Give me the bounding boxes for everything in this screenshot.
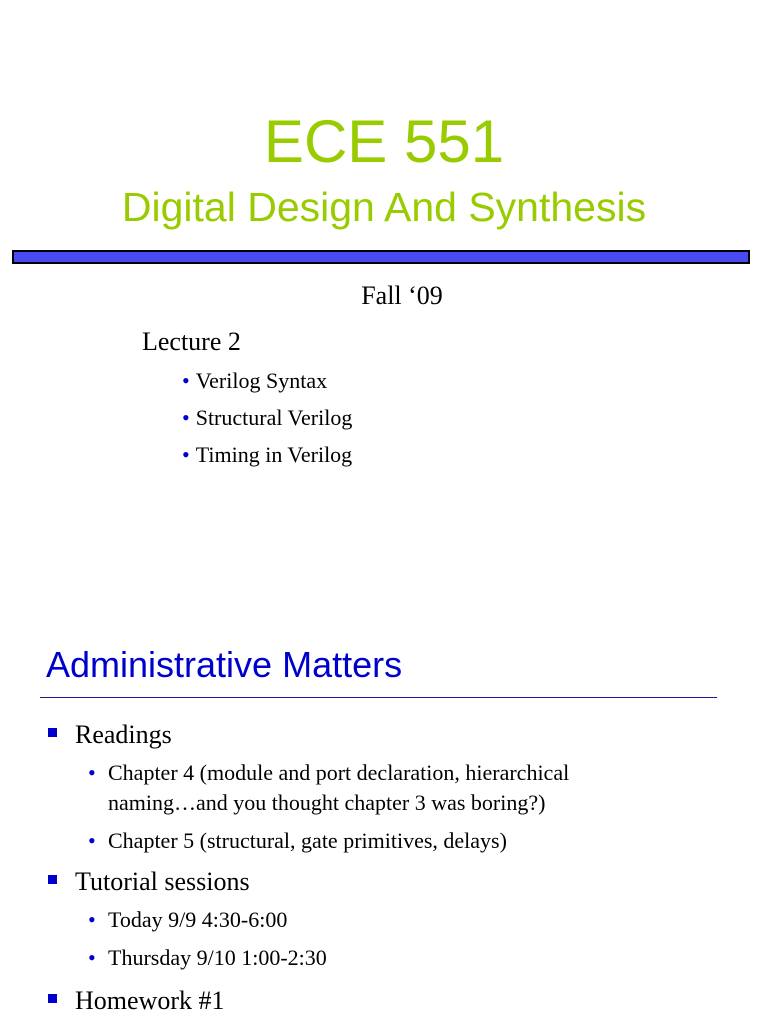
tutorials-bullet [48, 866, 250, 898]
topic-item [182, 441, 352, 469]
term-label: Fall ‘09 [361, 281, 443, 310]
topic-label: Timing in Verilog [195, 442, 353, 467]
readings-label: Readings [75, 720, 172, 749]
reading-text: Chapter 4 (module and port declaration, hierarchical [108, 760, 570, 785]
bullet-dot-icon: • [182, 442, 190, 467]
reading-text-continued: naming…and you thought chapter 3 was boring?) [108, 790, 546, 815]
bullet-dot-icon: • [88, 828, 96, 853]
reading-item [88, 826, 507, 856]
topic-label: Verilog Syntax [195, 368, 328, 393]
tutorial-text: Today 9/9 4:30-6:00 [108, 907, 288, 932]
lecture-label: Lecture 2 [142, 327, 241, 356]
homework-bullet [48, 985, 224, 1017]
course-name: Digital Design And Synthesis [121, 184, 647, 230]
square-bullet-icon [48, 875, 57, 884]
topic-item [182, 404, 352, 432]
reading-item [88, 758, 569, 788]
bullet-dot-icon: • [182, 368, 190, 393]
title-divider-bar [12, 250, 750, 264]
topic-item [182, 367, 327, 395]
topic-label: Structural Verilog [195, 405, 353, 430]
homework-label: Homework #1 [75, 986, 225, 1015]
bullet-dot-icon: • [88, 760, 96, 785]
bullet-dot-icon: • [182, 405, 190, 430]
tutorial-text: Thursday 9/10 1:00-2:30 [108, 945, 327, 970]
tutorials-label: Tutorial sessions [75, 867, 250, 896]
section-title: Administrative Matters [46, 644, 403, 685]
readings-bullet [48, 719, 172, 751]
bullet-dot-icon: • [88, 945, 96, 970]
course-code: ECE 551 [263, 108, 505, 175]
tutorial-item [88, 905, 287, 935]
tutorial-item [88, 943, 327, 973]
reading-text: Chapter 5 (structural, gate primitives, delays) [108, 828, 507, 853]
bullet-dot-icon: • [88, 907, 96, 932]
square-bullet-icon [48, 994, 57, 1003]
section-divider [40, 697, 717, 698]
square-bullet-icon [48, 728, 57, 737]
